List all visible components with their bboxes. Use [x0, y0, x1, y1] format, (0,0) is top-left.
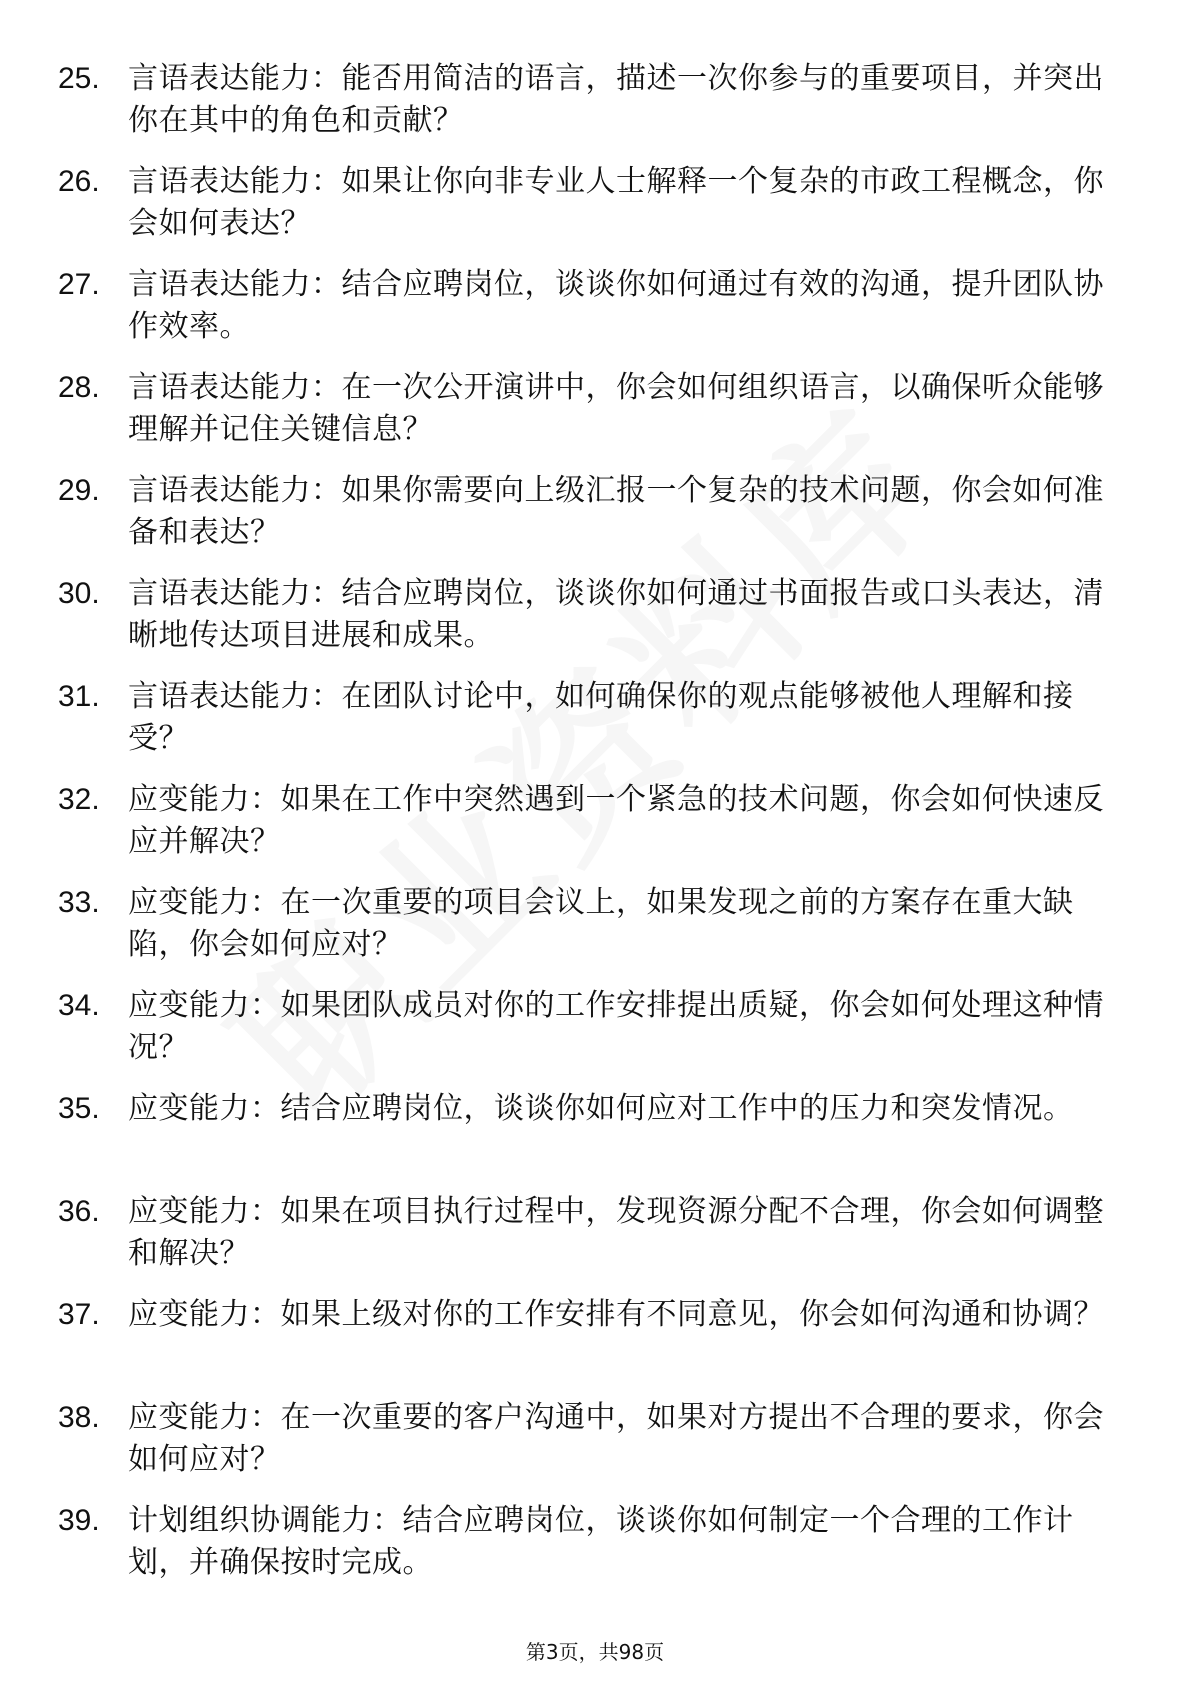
question-text: 应变能力：在一次重要的项目会议上，如果发现之前的方案存在重大缺陷，你会如何应对？: [128, 885, 1074, 962]
question-text: 言语表达能力：在一次公开演讲中，你会如何组织语言，以确保听众能够理解并记住关键信息？: [128, 370, 1104, 447]
question-number: 29.: [58, 474, 100, 507]
list-item: [58, 573, 1118, 657]
question-text: 应变能力：在一次重要的客户沟通中，如果对方提出不合理的要求，你会如何应对？: [128, 1400, 1104, 1477]
question-number: 38.: [58, 1401, 100, 1434]
question-text: 应变能力：如果团队成员对你的工作安排提出质疑，你会如何处理这种情况？: [128, 988, 1104, 1065]
list-item: [58, 58, 1118, 142]
question-number: 36.: [58, 1195, 100, 1228]
question-number: 27.: [58, 268, 100, 301]
question-text: 应变能力：结合应聘岗位，谈谈你如何应对工作中的压力和突发情况。: [128, 1091, 1074, 1126]
question-number: 26.: [58, 165, 100, 198]
question-number: 28.: [58, 371, 100, 404]
question-text: 言语表达能力：在团队讨论中，如何确保你的观点能够被他人理解和接受？: [128, 679, 1074, 756]
question-number: 37.: [58, 1298, 100, 1331]
page-footer: 第3页，共98页: [525, 1640, 665, 1664]
question-number: 39.: [58, 1504, 100, 1537]
list-item: [58, 1397, 1118, 1481]
question-number: 25.: [58, 62, 100, 95]
question-text: 言语表达能力：如果你需要向上级汇报一个复杂的技术问题，你会如何准备和表达？: [128, 473, 1104, 550]
list-item: [58, 1500, 1118, 1584]
question-text: 言语表达能力：结合应聘岗位，谈谈你如何通过有效的沟通，提升团队协作效率。: [128, 267, 1104, 344]
question-text: 言语表达能力：能否用简洁的语言，描述一次你参与的重要项目，并突出你在其中的角色和贡献？: [128, 61, 1104, 138]
question-number: 35.: [58, 1092, 100, 1125]
question-text: 应变能力：如果上级对你的工作安排有不同意见，你会如何沟通和协调？: [128, 1297, 1104, 1332]
question-number: 34.: [58, 989, 100, 1022]
list-item: [58, 1088, 1118, 1172]
question-number: 33.: [58, 886, 100, 919]
list-item: [58, 264, 1118, 348]
question-number: 30.: [58, 577, 100, 610]
list-item: [58, 161, 1118, 245]
list-item: [58, 882, 1118, 966]
question-text: 计划组织协调能力：结合应聘岗位，谈谈你如何制定一个合理的工作计划，并确保按时完成。: [128, 1503, 1074, 1580]
list-item: [58, 985, 1118, 1069]
list-item: [58, 470, 1118, 554]
list-item: [58, 1191, 1118, 1275]
list-item: [58, 1294, 1118, 1378]
list-item: [58, 676, 1118, 760]
question-text: 应变能力：如果在项目执行过程中，发现资源分配不合理，你会如何调整和解决？: [128, 1194, 1104, 1271]
question-text: 言语表达能力：结合应聘岗位，谈谈你如何通过书面报告或口头表达，清晰地传达项目进展和成果。: [128, 576, 1104, 653]
question-list: [58, 58, 1118, 1603]
list-item: [58, 367, 1118, 451]
question-number: 31.: [58, 680, 100, 713]
question-number: 32.: [58, 783, 100, 816]
list-item: [58, 779, 1118, 863]
question-text: 应变能力：如果在工作中突然遇到一个紧急的技术问题，你会如何快速反应并解决？: [128, 782, 1104, 859]
question-text: 言语表达能力：如果让你向非专业人士解释一个复杂的市政工程概念，你会如何表达？: [128, 164, 1104, 241]
